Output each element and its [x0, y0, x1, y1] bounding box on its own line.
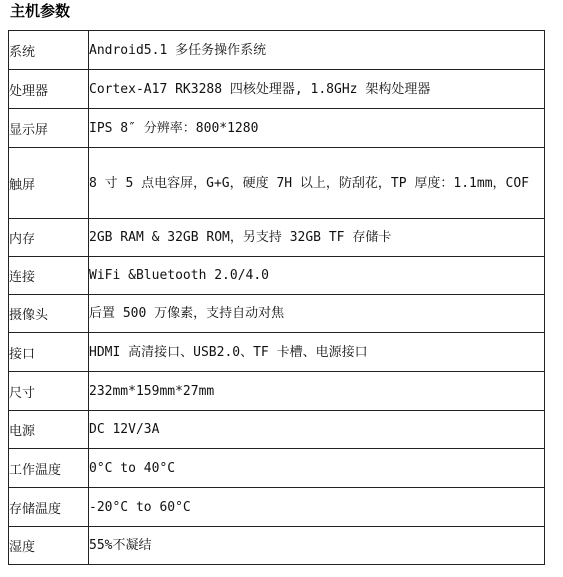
row-label: 处理器 — [9, 70, 89, 109]
table-row — [9, 449, 545, 488]
section-title: 主机参数 — [10, 2, 71, 20]
row-value: HDMI 高清接口、USB2.0、TF 卡槽、电源接口 — [89, 333, 545, 372]
row-label: 连接 — [9, 257, 89, 295]
row-value: Cortex-A17 RK3288 四核处理器, 1.8GHz 架构处理器 — [89, 70, 545, 109]
table-row — [9, 257, 545, 295]
row-value: 后置 500 万像素，支持自动对焦 — [89, 295, 545, 333]
row-label: 接口 — [9, 333, 89, 372]
row-label: 系统 — [9, 31, 89, 70]
row-label: 工作温度 — [9, 449, 89, 488]
table-row — [9, 109, 545, 148]
table-row — [9, 411, 545, 449]
row-value: 0°C to 40°C — [89, 449, 545, 488]
row-label: 触屏 — [9, 148, 89, 219]
row-label: 电源 — [9, 411, 89, 449]
row-label: 湿度 — [9, 527, 89, 565]
table-row — [9, 148, 545, 219]
row-value: -20°C to 60°C — [89, 488, 545, 527]
table-row — [9, 219, 545, 257]
row-label: 摄像头 — [9, 295, 89, 333]
table-row — [9, 31, 545, 70]
table-row — [9, 488, 545, 527]
row-value: IPS 8″ 分辨率：800*1280 — [89, 109, 545, 148]
table-row — [9, 333, 545, 372]
spec-table — [8, 30, 545, 565]
table-row — [9, 70, 545, 109]
row-value: DC 12V/3A — [89, 411, 545, 449]
row-label: 存储温度 — [9, 488, 89, 527]
table-row — [9, 372, 545, 411]
row-value: 55%不凝结 — [89, 527, 545, 565]
row-label: 尺寸 — [9, 372, 89, 411]
row-label: 显示屏 — [9, 109, 89, 148]
row-label: 内存 — [9, 219, 89, 257]
table-row — [9, 527, 545, 565]
row-value: 8 寸 5 点电容屏，G+G，硬度 7H 以上，防刮花，TP 厚度：1.1mm，COF — [89, 148, 545, 219]
row-value: 2GB RAM & 32GB ROM，另支持 32GB TF 存储卡 — [89, 219, 545, 257]
row-value: 232mm*159mm*27mm — [89, 372, 545, 411]
row-value: Android5.1 多任务操作系统 — [89, 31, 545, 70]
row-value: WiFi &Bluetooth 2.0/4.0 — [89, 257, 545, 295]
table-row — [9, 295, 545, 333]
